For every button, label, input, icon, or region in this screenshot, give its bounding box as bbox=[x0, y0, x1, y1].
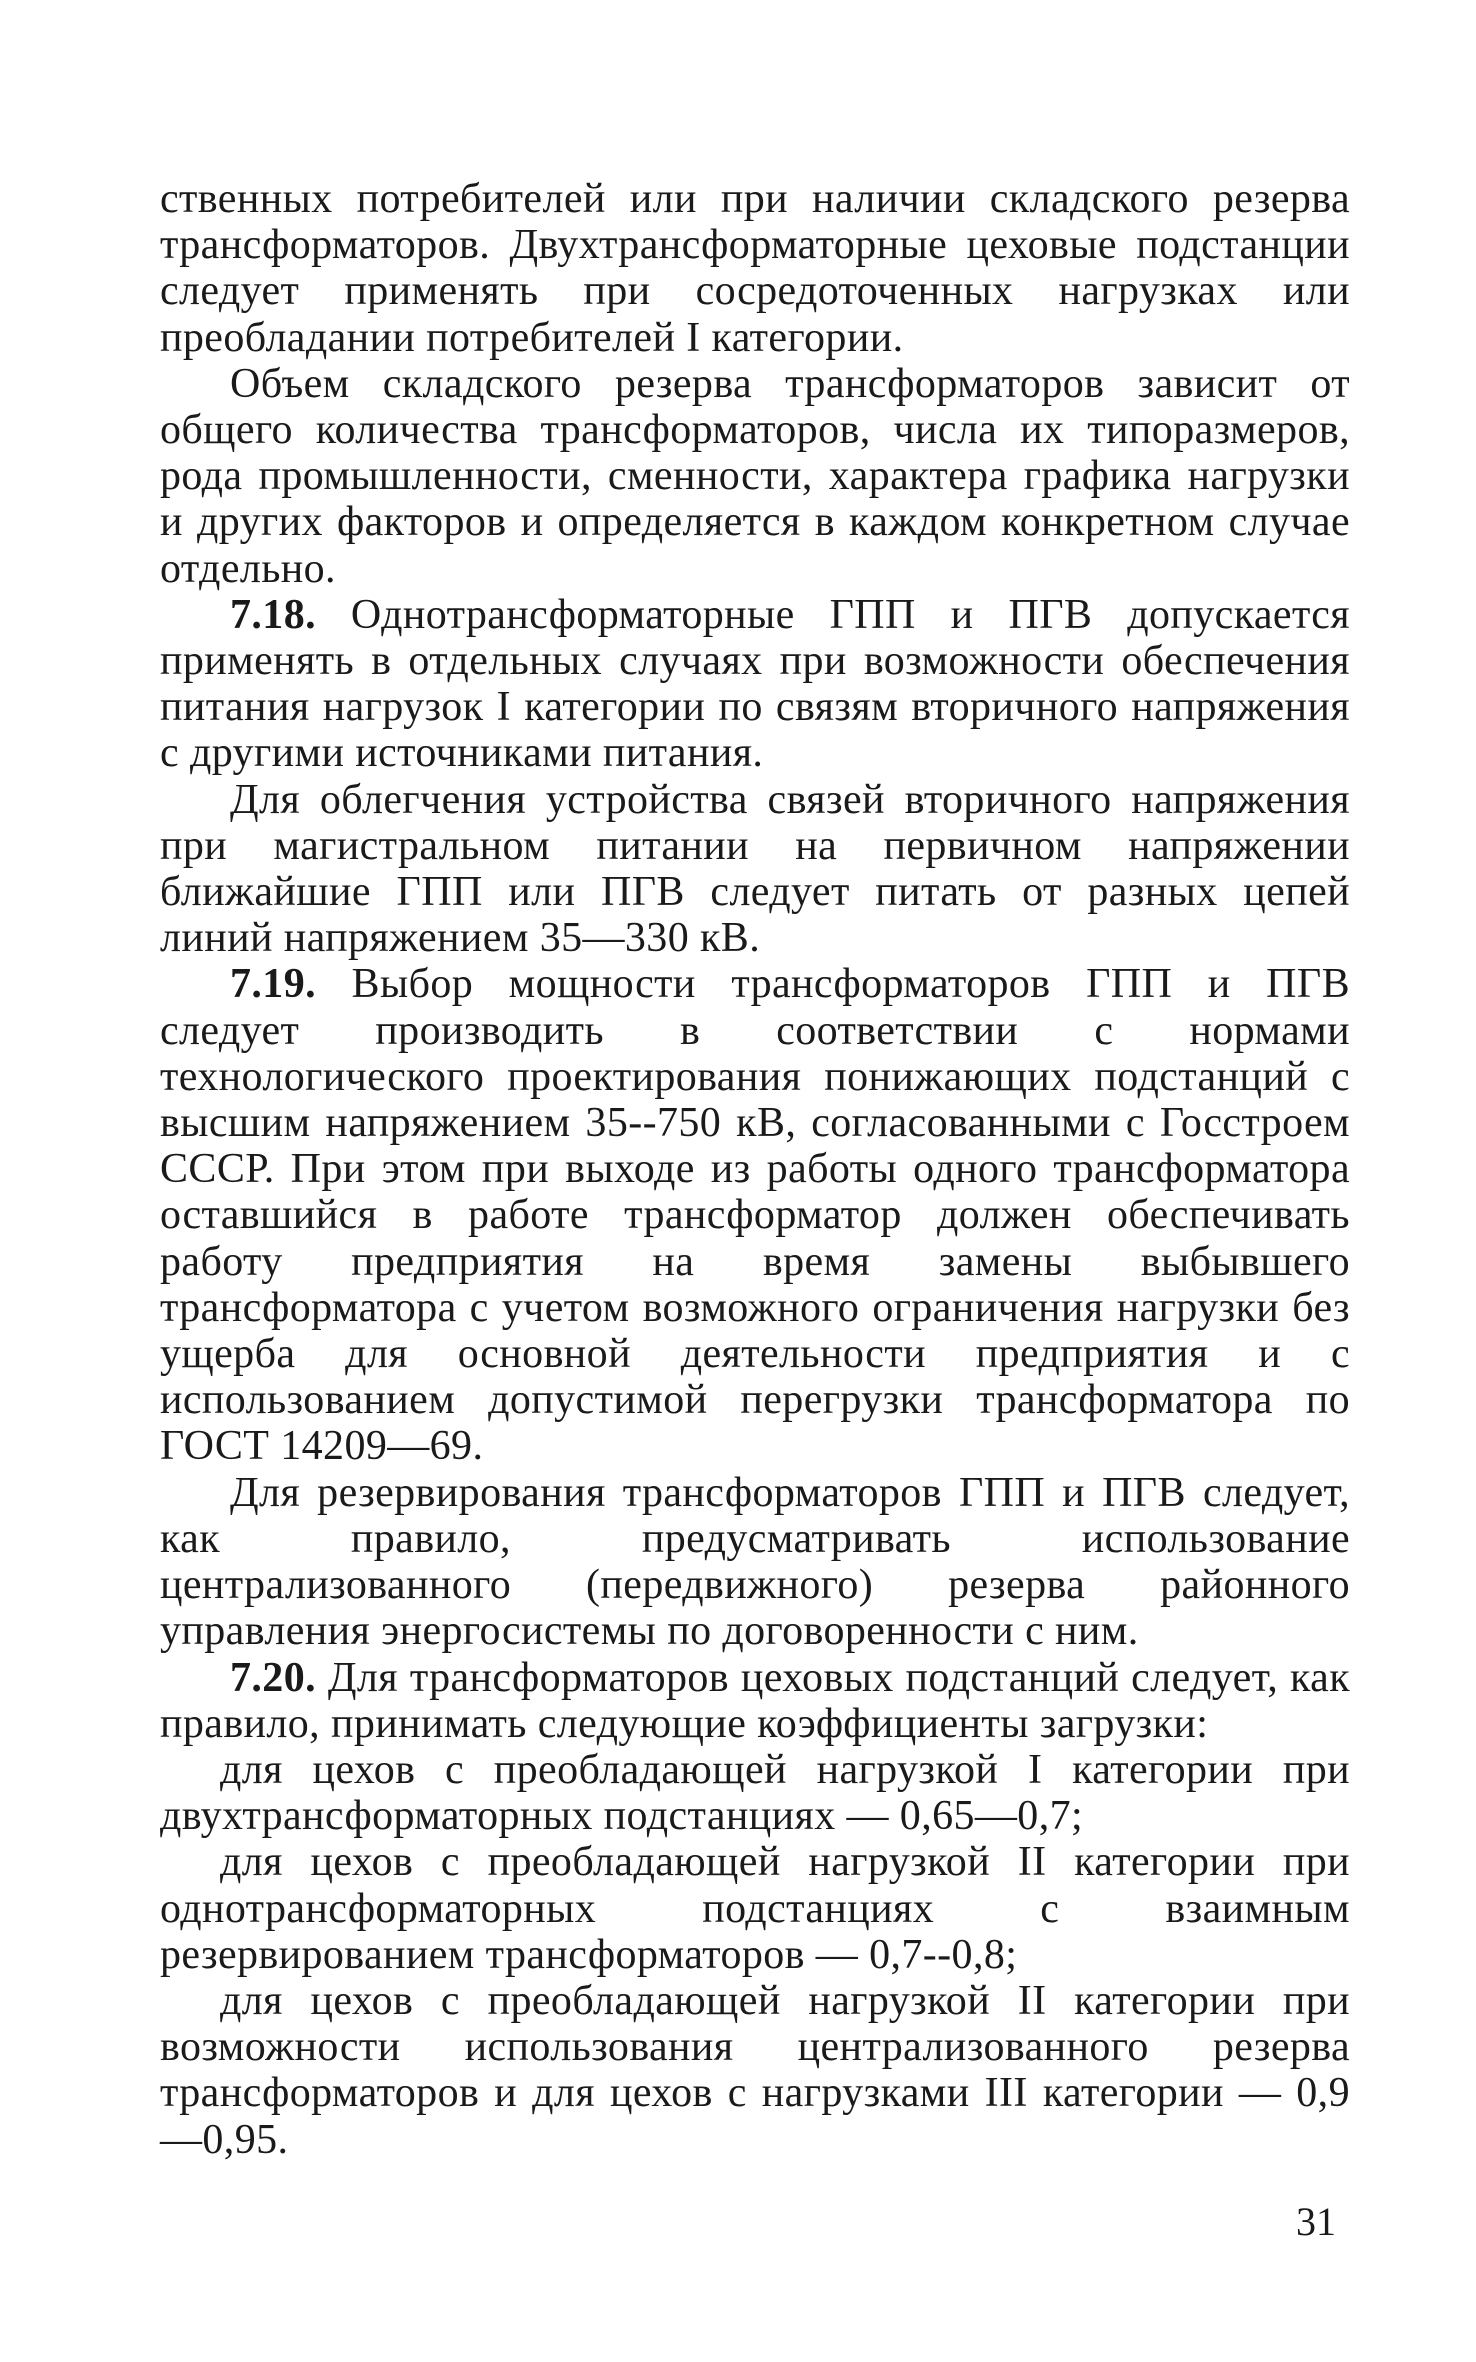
list-item-category-3 bbox=[160, 1978, 1350, 2163]
clause-7-18 bbox=[160, 592, 1350, 777]
clause-number: 7.18. bbox=[230, 591, 316, 638]
clause-text: Однотрансформаторные ГПП и ПГВ допускается применять в отдельных случаях при возможности обеспечения питания нагрузок I категории по связям вторичного напряжения с другими источниками питания. bbox=[160, 591, 1350, 777]
list-item-category-1 bbox=[160, 1747, 1350, 1839]
list-item-text: для цехов с преобладающей нагрузкой II категории при однотрансформаторных подстанциях с взаимным резервированием трансформаторов — 0,7--0,8; bbox=[160, 1839, 1350, 1978]
list-item-category-2 bbox=[160, 1839, 1350, 1978]
list-item-text: для цехов с преобладающей нагрузкой I категории при двухтрансформаторных подстанциях — 0,65—0,7; bbox=[160, 1746, 1350, 1840]
paragraph-transformer-backup bbox=[160, 1470, 1350, 1655]
paragraph-continuation bbox=[160, 176, 1350, 361]
clause-number: 7.20. bbox=[230, 1654, 316, 1701]
page-number: 31 bbox=[1296, 2199, 1336, 2244]
paragraph-text: Для облегчения устройства связей вторичного напряжения при магистральном питании на первичном напряжении ближайшие ГПП или ПГВ следует питать от разных цепей линий напряжением 35—330 кВ. bbox=[160, 776, 1350, 962]
clause-text: Для трансформаторов цеховых подстанций следует, как правило, принимать следующие коэффициенты загрузки: bbox=[160, 1654, 1350, 1747]
clause-number: 7.19. bbox=[230, 961, 316, 1008]
paragraph-reserve-volume bbox=[160, 361, 1350, 592]
paragraph-text: Для резервирования трансформаторов ГПП и ПГВ следует, как правило, предусматривать использование централизованного (передвижного) резерва районного управления энергосистемы по договоренности с ним. bbox=[160, 1469, 1350, 1655]
list-item-text: для цехов с преобладающей нагрузкой II категории при возможности использования централизованного резерва трансформаторов и для цехов с нагрузками III категории — 0,9—0,95. bbox=[160, 1977, 1350, 2163]
paragraph-text: Объем складского резерва трансформаторов зависит от общего количества трансформаторов, числа их типоразмеров, рода промышленности, сменности, характера графика нагрузки и других факторов и определяется в каждом конкретном случае отдельно. bbox=[160, 360, 1350, 592]
body-text bbox=[160, 176, 1350, 2163]
clause-7-19 bbox=[160, 961, 1350, 1469]
clause-7-20 bbox=[160, 1655, 1350, 1747]
clause-text: Выбор мощности трансформаторов ГПП и ПГВ следует производить в соответствии с нормами технологического проектирования понижающих подстанций с высшим напряжением 35--750 кВ, согласованными с Госстроем СССР. При этом при выходе из работы одного трансформатора оставшийся в работе трансформатор должен обеспечивать работу предприятия на время замены выбывшего трансформатора с учетом возможного ограничения нагрузки без ущерба для основной деятельности предприятия и с использованием допустимой перегрузки трансформатора по ГОСТ 14209—69. bbox=[160, 961, 1350, 1470]
paragraph-secondary-voltage-links bbox=[160, 777, 1350, 962]
paragraph-text: ственных потребителей или при наличии складского резерва трансформаторов. Двухтрансформаторные цеховые подстанции следует применять при сосредоточенных нагрузках или преобладании потребителей I категории. bbox=[160, 176, 1350, 361]
